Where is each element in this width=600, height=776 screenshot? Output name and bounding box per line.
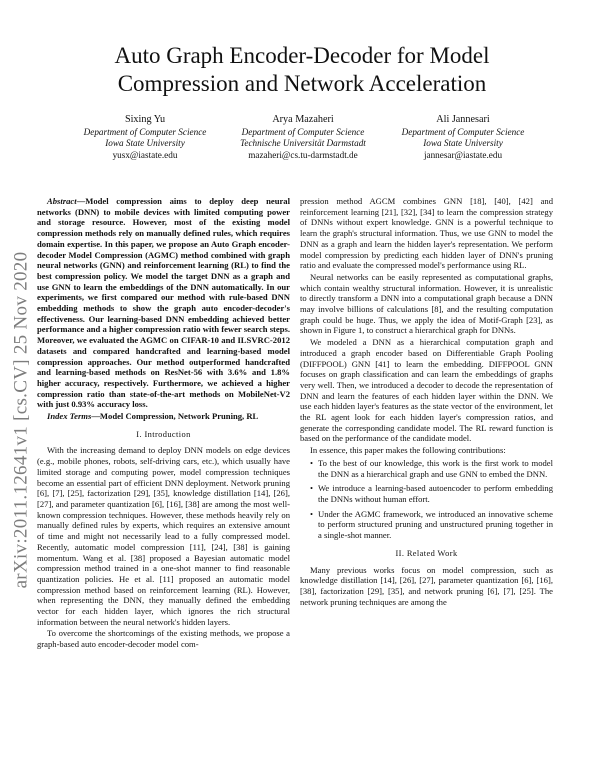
author-email: jannesar@iastate.edu <box>423 149 503 160</box>
author-university: Technische Universität Darmstadt <box>240 138 366 148</box>
author-department: Department of Computer Science <box>401 126 525 137</box>
list-item: • We introduce a learning-based autoencoder to perform embedding the DNNs without human effort. <box>310 483 553 504</box>
section-heading-related-work: II. Related Work <box>395 548 458 558</box>
author-university: Iowa State University <box>105 138 185 148</box>
author-email: yusx@iastate.edu <box>112 149 178 160</box>
author-university: Iowa State University <box>423 138 503 148</box>
paragraph: To overcome the shortcomings of the existing methods, we propose a graph-based auto encoder-decoder model com- <box>37 628 290 650</box>
index-terms <box>37 411 290 422</box>
author-name: Arya Mazaheri <box>272 114 334 125</box>
author-block <box>60 114 548 170</box>
paragraph: Neural networks can be easily represented as computational graphs, which contain wealthy structural information. However, it is unrealistic to directly transform a DNN into a computational graph because a DNN may involve billions of calculations [8], and the resulting computation graph could be huge. Thus, we apply the idea of Motif-Graph [23], as shown in Figure 1, to construct a hierarchical graph for DNNs. <box>300 271 553 336</box>
index-terms-label: Index Terms <box>47 411 92 422</box>
author-email: mazaheri@cs.tu-darmstadt.de <box>248 149 358 160</box>
contribution-list <box>300 458 553 541</box>
index-terms-text: —Model Compression, Network Pruning, RL <box>91 411 259 422</box>
arxiv-identifier <box>8 180 34 660</box>
paragraph: With the increasing demand to deploy DNN models on edge devices (e.g., mobile phones, robots, self-driving cars, etc.), which usually have limited storage and computing power, model compression techniques become an essential part of efficient DNN deployment. Network pruning [6], [7], [25], factorization [29], [35], knowledge distillation [14], [26], [27], and parameter quantization [6], [16], [38] are among the most well-known compression techniques. However, these methods heavily rely on manually defined rules by experts, which requires an extensive amount of time and might not necessarily lead to a fully compressed model. Recently, automatic model compression [11], [24], [38] is gaining momentum. Wang et al. [38] proposed a Bayesian automatic model compression method trained in a one-shot manner to find reasonable quantization policies. He et al. [11] proposed an automatic model compression method based on reinforcement learning (RL). However, when representing the DNN, they manually defined the embedding vector for each hidden layer, which ignores the rich structural information between the neural network's hidden layers. <box>37 445 290 627</box>
author-department: Department of Computer Science <box>241 126 365 137</box>
list-item: • Under the AGMC framework, we introduced an innovative scheme to perform structured pruning and unstructured pruning together in a single-shot manner. <box>310 509 553 541</box>
list-item: • To the best of our knowledge, this work is the first work to model the DNN as a hierarchical graph and use GNN to embed the DNN. <box>310 458 553 479</box>
abstract <box>37 196 290 410</box>
paragraph: We modeled a DNN as a hierarchical computation graph and introduced a graph encoder based on Differentiable Graph Pooling (DIFFPOOL) GNN [41] to learn the embedding. DIFFPOOL GNN focuses on graph classification and can learn the embeddings of graphs very well. Then, we introduced a decoder to decode the representation of DNN and learn the features of each hidden layer within the DNN. We use each hidden layer's features as the state vector of the environment, let the RL agent look for each hidden layer's compression ratios, and generate the corresponding candidate model. The RL reward function is based on the performance of the candidate model. <box>300 337 553 444</box>
paper-title: Auto Graph Encoder-Decoder for Model Compression and Network Acceleration <box>114 43 490 96</box>
author-3 <box>378 114 548 161</box>
paragraph: pression method AGCM combines GNN [18], [40], [42] and reinforcement learning [21], [32], [34] to learn the compression strategy of DNNs without expert knowledge. GNN is a powerful technique to learn the graph's structural information. Thus, we use GNN to model the DNN as a graph and learn the hidden layer's representation. We perform model compression by predicting each hidden layer of DNN's pruning ratio and evaluate the compressed model's performance using RL. <box>300 196 553 271</box>
author-name: Sixing Yu <box>124 114 166 125</box>
section-heading-introduction: I. Introduction <box>136 429 191 439</box>
paragraph: In essence, this paper makes the following contributions: <box>310 445 506 456</box>
author-1 <box>60 114 230 161</box>
paragraph: Many previous works focus on model compression, such as knowledge distillation [14], [26], [27], parameter quantization [6], [16], [38], factorization [29], [35], and network pruning [6], [7], [25]. The network pruning techniques are among the <box>300 564 553 607</box>
left-column <box>37 196 290 772</box>
arxiv-id-text: arXiv:2011.12641v1 [cs.CV] 25 Nov 2020 <box>10 251 31 589</box>
abstract-label: Abstract <box>47 196 77 206</box>
author-2 <box>218 114 388 161</box>
author-name: Ali Jannesari <box>436 114 490 125</box>
abstract-text: —Model compression aims to deploy deep neural networks (DNN) to mobile devices with limited computing power and storage resource. However, most of the existing model compression methods rely on manually defined rules, which requires domain expertise. In this paper, we propose an Auto Graph encoder-decoder Model Compression (AGMC) method combined with graph neural networks (GNN) and reinforcement learning (RL) to find the best compression policy. We model the target DNN as a graph and use GNN to learn the embeddings of the DNN automatically. In our experiments, we first compared our method with rule-based DNN embedding methods to show the graph auto encoder-decoder's effectiveness. Our learning-based DNN embedding achieved better performance and a higher compression ratio with fewer search steps. Moreover, we evaluated the AGMC on CIFAR-10 and ILSVRC-2012 datasets and compared handcrafted and learning-based model compression approaches. Our method outperformed handcrafted and learning-based methods on ResNet-56 with 3.6% and 1.8% higher accuracy, respectively. Furthermore, we achieved a higher compression ratio than state-of-the-art methods on MobileNet-V2 with just 0.93% accuracy loss. <box>37 196 290 410</box>
author-department: Department of Computer Science <box>83 126 207 137</box>
right-column <box>300 196 553 772</box>
